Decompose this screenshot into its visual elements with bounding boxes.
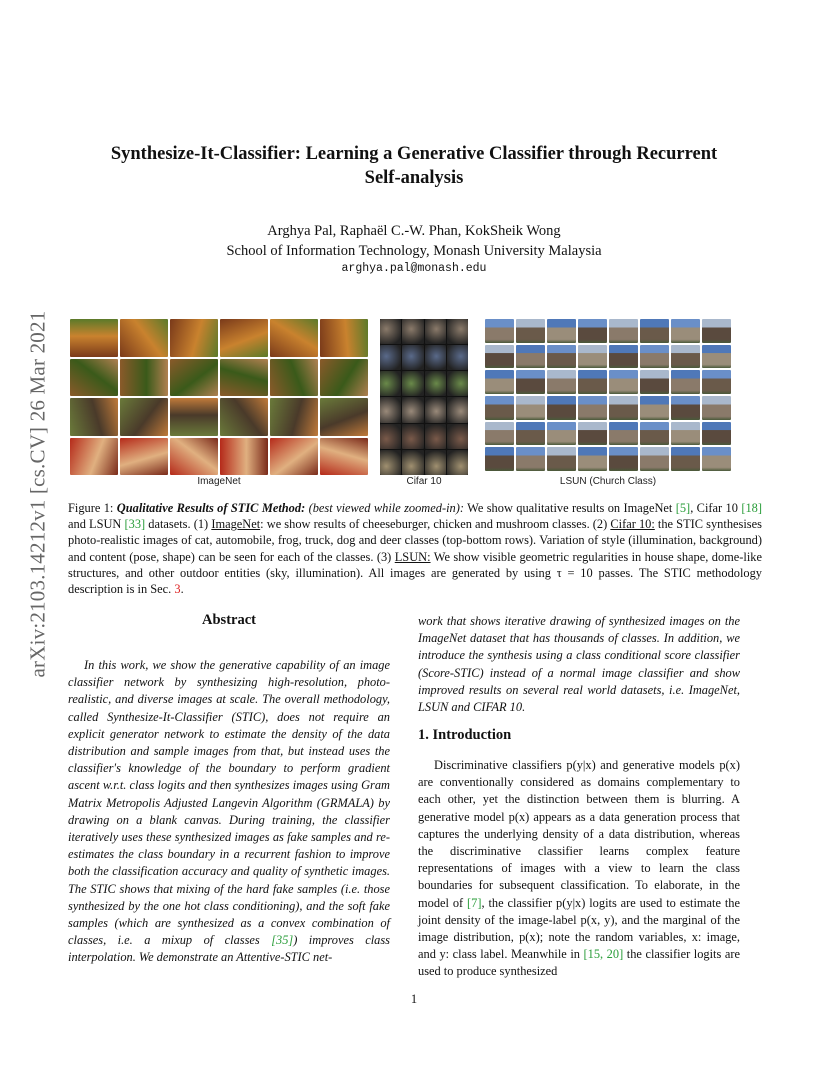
generated-image-thumbnail [425,424,446,449]
generated-image-thumbnail [120,438,168,476]
generated-image-thumbnail [447,450,468,475]
generated-image-thumbnail [402,319,423,344]
generated-image-thumbnail [516,396,545,420]
generated-image-thumbnail [578,345,607,369]
figure-label-lsun: LSUN (Church Class) [559,476,657,487]
generated-image-thumbnail [380,450,401,475]
generated-image-thumbnail [640,319,669,343]
figure-panel-cifar [380,319,468,475]
generated-image-thumbnail [671,345,700,369]
generated-image-thumbnail [320,359,368,397]
generated-image-thumbnail [220,438,268,476]
generated-image-thumbnail [425,345,446,370]
generated-image-thumbnail [609,370,638,394]
citation-link[interactable]: [7] [467,895,482,910]
generated-image-thumbnail [380,345,401,370]
generated-image-thumbnail [447,319,468,344]
authors: Arghya Pal, Raphaël C.-W. Phan, KokSheik Wong [267,223,561,239]
generated-image-thumbnail [702,422,731,446]
generated-image-thumbnail [70,438,118,476]
generated-image-thumbnail [447,397,468,422]
generated-image-thumbnail [702,370,731,394]
generated-image-thumbnail [402,371,423,396]
generated-image-thumbnail [220,319,268,357]
generated-image-thumbnail [609,319,638,343]
generated-image-thumbnail [702,345,731,369]
generated-image-thumbnail [485,345,514,369]
generated-image-thumbnail [547,396,576,420]
citation-link[interactable]: [15, 20] [583,947,624,962]
generated-image-thumbnail [220,398,268,436]
generated-image-thumbnail [547,319,576,343]
abstract-heading: Abstract [202,612,256,628]
generated-image-thumbnail [485,422,514,446]
generated-image-thumbnail [270,398,318,436]
generated-image-thumbnail [578,422,607,446]
generated-image-thumbnail [609,422,638,446]
generated-image-thumbnail [270,359,318,397]
affiliation: School of Information Technology, Monash University Malaysia [226,243,602,259]
generated-image-thumbnail [516,345,545,369]
generated-image-thumbnail [640,345,669,369]
generated-image-thumbnail [547,422,576,446]
generated-image-thumbnail [170,319,218,357]
page-number: 1 [410,992,418,1006]
generated-image-thumbnail [120,359,168,397]
generated-image-thumbnail [671,422,700,446]
generated-image-thumbnail [380,397,401,422]
paper-title: Synthesize-It-Classifier: Learning a Generative Classifier through Recurrent Self-analysis [110,144,718,188]
generated-image-thumbnail [671,396,700,420]
generated-image-thumbnail [516,319,545,343]
generated-image-thumbnail [609,345,638,369]
citation-link[interactable]: [35] [271,933,294,948]
generated-image-thumbnail [402,345,423,370]
generated-image-thumbnail [120,319,168,357]
generated-image-thumbnail [640,370,669,394]
generated-image-thumbnail [402,397,423,422]
generated-image-thumbnail [702,447,731,471]
generated-image-thumbnail [447,345,468,370]
author-block [60,221,768,261]
figure-label-imagenet: ImageNet [197,476,241,487]
generated-image-thumbnail [380,371,401,396]
generated-image-thumbnail [671,319,700,343]
abstract-body: In this work, we show the generative capability of an image classifier network by synthesizing high-resolution, photo-realistic, and diverse images at scale. The overall methodology, called Synthesize-It-Classifier (STIC), does not require an explicit generator network to estimate the density of the data distribution and sample images from that, but instead uses the classifier's knowledge of the boundary to perform gradient ascent w.r.t. class logits and then synthesizes images using Gram Matrix Metropolis Adjusted Langevin Algorithm (GRMALA) by drawing on a blank canvas. During training, the classifier iteratively uses these synthesized images as fake samples and re-estimates the class boundary in a recurrent fashion to improve both the classification accuracy and quality of synthetic images. The STIC shows that mixing of the hard fake samples (i.e. those synthesized by the one hot class conditioning), and the soft fake samples (which are synthesized as a convex combination of classes, i.e. a mixup of classes [35]) improves class interpolation. We demonstrate an Attentive-STIC net- [68,658,390,965]
citation-link[interactable]: [5] [675,501,691,515]
generated-image-thumbnail [547,370,576,394]
generated-image-thumbnail [320,438,368,476]
generated-image-thumbnail [70,398,118,436]
generated-image-thumbnail [425,450,446,475]
generated-image-thumbnail [270,319,318,357]
generated-image-thumbnail [380,319,401,344]
generated-image-thumbnail [70,319,118,357]
generated-image-thumbnail [402,424,423,449]
section-link[interactable]: 3 [174,582,181,597]
abstract-continued: work that shows iterative drawing of synthesized images on the ImageNet dataset that has thousands of classes. In addition, we introduce the synthesis using a class conditional score classifier (Score-STIC) instead of a normal image classifier and show improved results on several real world datasets, i.e. ImageNet, LSUN and CIFAR 10. [418,614,740,715]
generated-image-thumbnail [170,398,218,436]
arxiv-stamp: arXiv:2103.14212v1 [cs.CV] 26 Mar 2021 [25,310,50,678]
generated-image-thumbnail [485,319,514,343]
generated-image-thumbnail [425,371,446,396]
generated-image-thumbnail [485,447,514,471]
figure-caption: Figure 1: Qualitative Results of STIC Method: (best viewed while zoomed-in): We show qualitative results on ImageNet [5], Cifar 10 [18] and LSUN [33] datasets. (1) ImageNet: we show results of cheeseburger, chicken and mushroom classes. (2) Cifar 10: the STIC synthesises photo-realistic images of cat, automobile, frog, truck, dog and deer classes (top-bottom rows). Variation of style (illumination, background) and content (pose, shape) can be seen for each of the classes. (3) LSUN: We show visible geometric regularities in house shape, dome-like structures, and other outdoor entities (sky, illumination). All images are generated by using τ = 10 passes. The STIC methodology description is in Sec. 3. [68,501,762,597]
generated-image-thumbnail [220,359,268,397]
generated-image-thumbnail [320,398,368,436]
generated-image-thumbnail [578,447,607,471]
intro-body: Discriminative classifiers p(y|x) and generative models p(x) are conventionally considered as domains complementary to each other, yet the distinction between them is blurring. A generative model p(x) appears as a data generation process that captures the underlying density of a data distribution, whereas the discriminative classifier learns complex feature representations of images with a view to learn the class boundaries for subsequent classification. To elaborate, in the model of [7], the classifier p(y|x) logits are used to estimate the joint density of the image-label p(x, y), and the marginal of the image distribution, p(x); note the random variables, x: image, and y: class label. Meanwhile in [15, 20] the classifier logits are used to produce synthesized [418,758,740,979]
generated-image-thumbnail [516,447,545,471]
citation-link[interactable]: [18] [741,501,762,515]
generated-image-thumbnail [702,396,731,420]
generated-image-thumbnail [671,447,700,471]
intro-heading: 1. Introduction [418,727,512,743]
figure-panel-lsun [485,319,731,471]
generated-image-thumbnail [671,370,700,394]
generated-image-thumbnail [640,447,669,471]
generated-image-thumbnail [640,422,669,446]
generated-image-thumbnail [320,319,368,357]
generated-image-thumbnail [578,396,607,420]
figure-panel-imagenet [70,319,368,475]
generated-image-thumbnail [380,424,401,449]
generated-image-thumbnail [516,422,545,446]
generated-image-thumbnail [578,370,607,394]
generated-image-thumbnail [447,371,468,396]
generated-image-thumbnail [547,447,576,471]
generated-image-thumbnail [485,396,514,420]
generated-image-thumbnail [70,359,118,397]
generated-image-thumbnail [447,424,468,449]
generated-image-thumbnail [270,438,318,476]
generated-image-thumbnail [402,450,423,475]
generated-image-thumbnail [609,396,638,420]
citation-link[interactable]: [33] [124,517,146,532]
generated-image-thumbnail [516,370,545,394]
generated-image-thumbnail [640,396,669,420]
generated-image-thumbnail [609,447,638,471]
generated-image-thumbnail [170,359,218,397]
email: arghya.pal@monash.edu [341,262,487,275]
generated-image-thumbnail [578,319,607,343]
generated-image-thumbnail [425,397,446,422]
generated-image-thumbnail [425,319,446,344]
generated-image-thumbnail [120,398,168,436]
generated-image-thumbnail [170,438,218,476]
figure-label-cifar: Cifar 10 [406,476,442,487]
generated-image-thumbnail [485,370,514,394]
generated-image-thumbnail [547,345,576,369]
generated-image-thumbnail [702,319,731,343]
